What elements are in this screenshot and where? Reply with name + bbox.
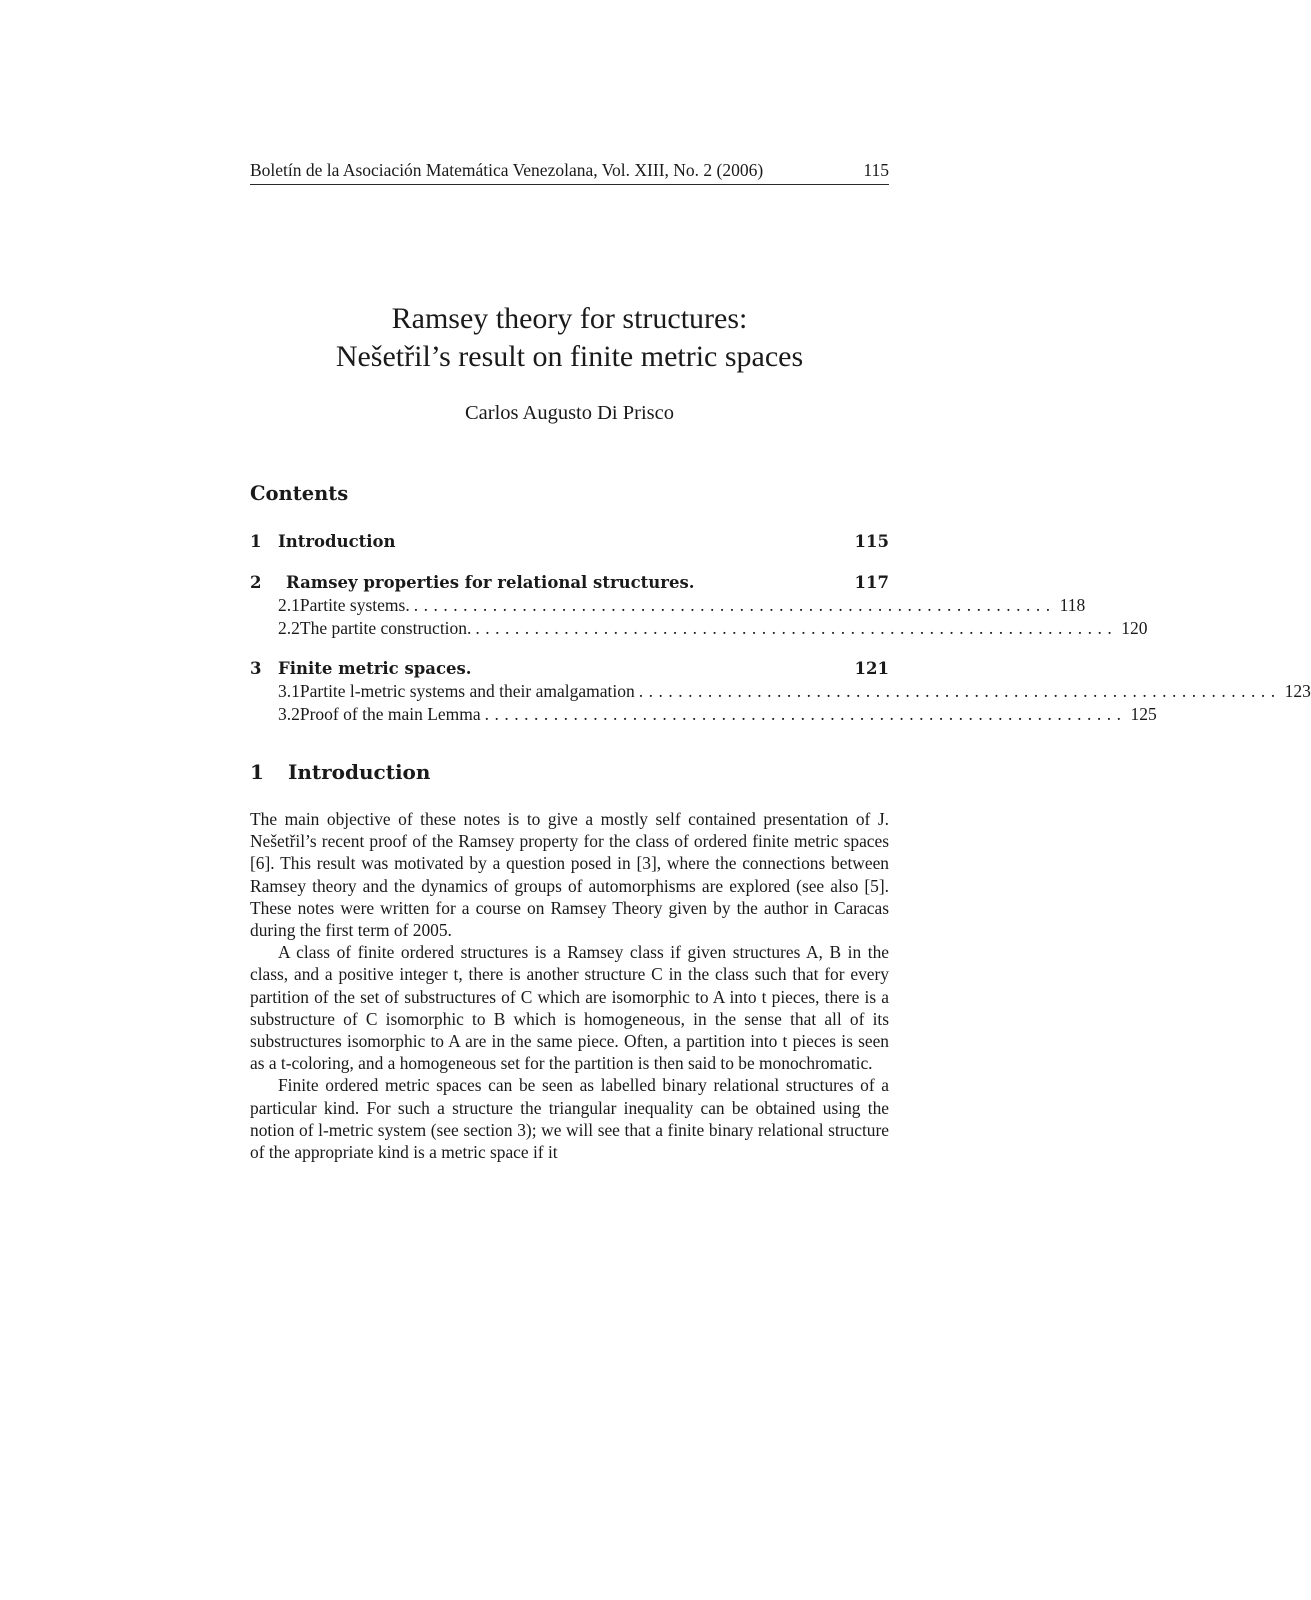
section-number: 1 [250, 760, 264, 784]
running-header [250, 160, 889, 185]
page-number: 115 [863, 160, 889, 180]
dot-leader: ................................................................. [484, 703, 1127, 724]
dot-leader: ................................................................. [475, 617, 1118, 638]
paragraph: A class of finite ordered structures is a Ramsey class if given structures A, B in the class, and a positive integer t, there is another structure C in the class such that for every partition of the set of substructures of C which are isomorphic to A into t pieces, there is a substructure of C isomorphic to B which is homogeneous, in the sense that all of its substructures isomorphic to A are in the same piece. Often, a partition into t pieces is seen as a t-coloring, and a homogeneous set for the partition is then said to be monochromatic. [250, 942, 889, 1074]
toc-subsection-page: 123 [1284, 681, 1311, 701]
toc-subsection-number: 2.2 [278, 617, 300, 638]
toc-subsection-page: 125 [1130, 703, 1157, 724]
section-heading-introduction [250, 760, 430, 784]
toc-section-number: 2 [250, 573, 262, 592]
toc-subsection-title: The partite construction. [299, 617, 472, 638]
journal-citation: Boletín de la Asociación Matemática Venezolana, Vol. XIII, No. 2 (2006) [250, 160, 764, 180]
dot-leader: ................................................................. [638, 681, 1281, 701]
toc-subsection-title: Partite systems. [299, 595, 410, 615]
toc-section-title: Ramsey properties for relational structures. [286, 573, 695, 592]
toc-section-title: Finite metric spaces. [278, 659, 472, 678]
paragraph: Finite ordered metric spaces can be seen as labelled binary relational structures of a particular kind. For such a structure the triangular inequality can be obtained using the notion of l-metric system (see section 3); we will see that a finite binary relational structure of the appropriate kind is a metric space if it [250, 1075, 889, 1163]
toc-section-2[interactable] [250, 571, 889, 594]
paragraph: The main objective of these notes is to give a mostly self contained presentation of J. Nešetřil’s recent proof of the Ramsey property for the class of ordered finite metric spaces [6]. This result was motivated by a question posed in [3], where the connections between Ramsey theory and the dynamics of groups of automorphisms are explored (see also [5]. These notes were written for a course on Ramsey Theory given by the author in Caracas during the first term of 2005. [250, 809, 889, 941]
table-of-contents [250, 530, 1311, 725]
dot-leader: ................................................................. [413, 595, 1056, 615]
toc-section-1[interactable] [250, 530, 889, 553]
toc-section-page: 117 [854, 573, 889, 592]
author-name: Carlos Augusto Di Prisco [465, 402, 674, 424]
toc-subsection-title: Partite l-metric systems and their amalgamation [299, 681, 635, 701]
toc-subsection-2-1[interactable] [250, 594, 1086, 617]
toc-subsection-3-2[interactable] [250, 703, 1157, 726]
toc-subsection-3-1[interactable] [250, 680, 1311, 703]
toc-section-number: 1 [250, 532, 262, 551]
toc-section-page: 121 [854, 659, 889, 678]
toc-subsection-title: Proof of the main Lemma [299, 703, 481, 724]
toc-section-page: 115 [854, 532, 889, 551]
introduction-body [250, 808, 889, 1163]
toc-subsection-number: 3.1 [278, 681, 300, 701]
paper-title-line-2: Nešetřil’s result on finite metric spaces [335, 340, 804, 373]
toc-subsection-number: 2.1 [278, 595, 300, 615]
toc-subsection-2-2[interactable] [250, 617, 1148, 640]
section-title: Introduction [288, 760, 431, 784]
paper-page [250, 0, 1311, 1600]
paper-title-line-1: Ramsey theory for structures: [391, 302, 748, 335]
toc-section-3[interactable] [250, 657, 889, 680]
toc-subsection-number: 3.2 [278, 703, 300, 724]
title-block [250, 300, 889, 425]
toc-subsection-page: 118 [1059, 595, 1086, 615]
toc-section-title: Introduction [278, 532, 396, 551]
contents-heading: Contents [250, 482, 349, 505]
toc-subsection-page: 120 [1121, 617, 1148, 638]
toc-section-number: 3 [250, 659, 262, 678]
